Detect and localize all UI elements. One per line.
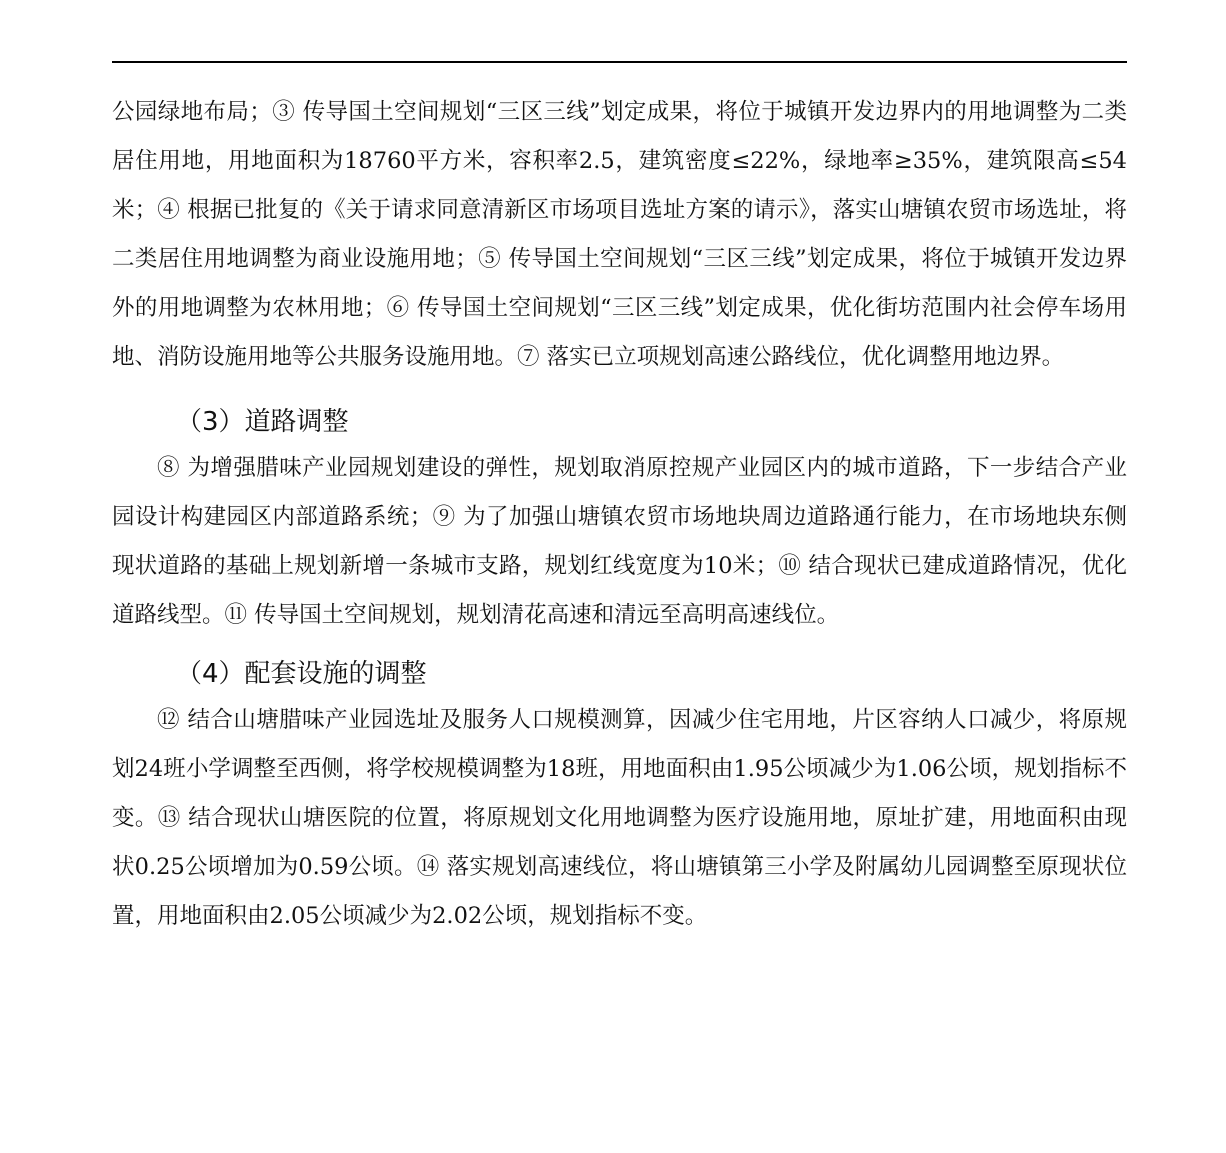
section-heading-facility-adjustment: （4）配套设施的调整: [176, 659, 427, 689]
document-body: [112, 88, 1127, 941]
header-rule: [112, 61, 1127, 63]
section-heading-road-adjustment: （3）道路调整: [176, 407, 349, 437]
paragraph-land-use-adjustments: 公园绿地布局；③ 传导国土空间规划“三区三线”划定成果，将位于城镇开发边界内的用地调整为二类居住用地，用地面积为18760平方米，容积率2.5，建筑密度≤22%，绿地率≥35%，建筑限高≤54米；④ 根据已批复的《关于请求同意清新区市场项目选址方案的请示》，落实山塘镇农贸市场选址，将二类居住用地调整为商业设施用地；⑤ 传导国土空间规划“三区三线”划定成果，将位于城镇开发边界外的用地调整为农林用地；⑥ 传导国土空间规划“三区三线”划定成果，优化街坊范围内社会停车场用地、消防设施用地等公共服务设施用地。⑦ 落实已立项规划高速公路线位，优化调整用地边界。: [112, 99, 1127, 370]
paragraph-facility-adjustments: ⑫ 结合山塘腊味产业园选址及服务人口规模测算，因减少住宅用地，片区容纳人口减少，将原规划24班小学调整至西侧，将学校规模调整为18班，用地面积由1.95公顷减少为1.06公顷，规划指标不变。⑬ 结合现状山塘医院的位置，将原规划文化用地调整为医疗设施用地，原址扩建，用地面积由现状0.25公顷增加为0.59公顷。⑭ 落实规划高速线位，将山塘镇第三小学及附属幼儿园调整至原现状位置，用地面积由2.05公顷减少为2.02公顷，规划指标不变。: [112, 707, 1127, 929]
paragraph-road-adjustments: ⑧ 为增强腊味产业园规划建设的弹性，规划取消原控规产业园区内的城市道路，下一步结合产业园设计构建园区内部道路系统；⑨ 为了加强山塘镇农贸市场地块周边道路通行能力，在市场地块东侧现状道路的基础上规划新增一条城市支路，规划红线宽度为10米；⑩ 结合现状已建成道路情况，优化道路线型。⑪ 传导国土空间规划，规划清花高速和清远至高明高速线位。: [112, 455, 1127, 628]
